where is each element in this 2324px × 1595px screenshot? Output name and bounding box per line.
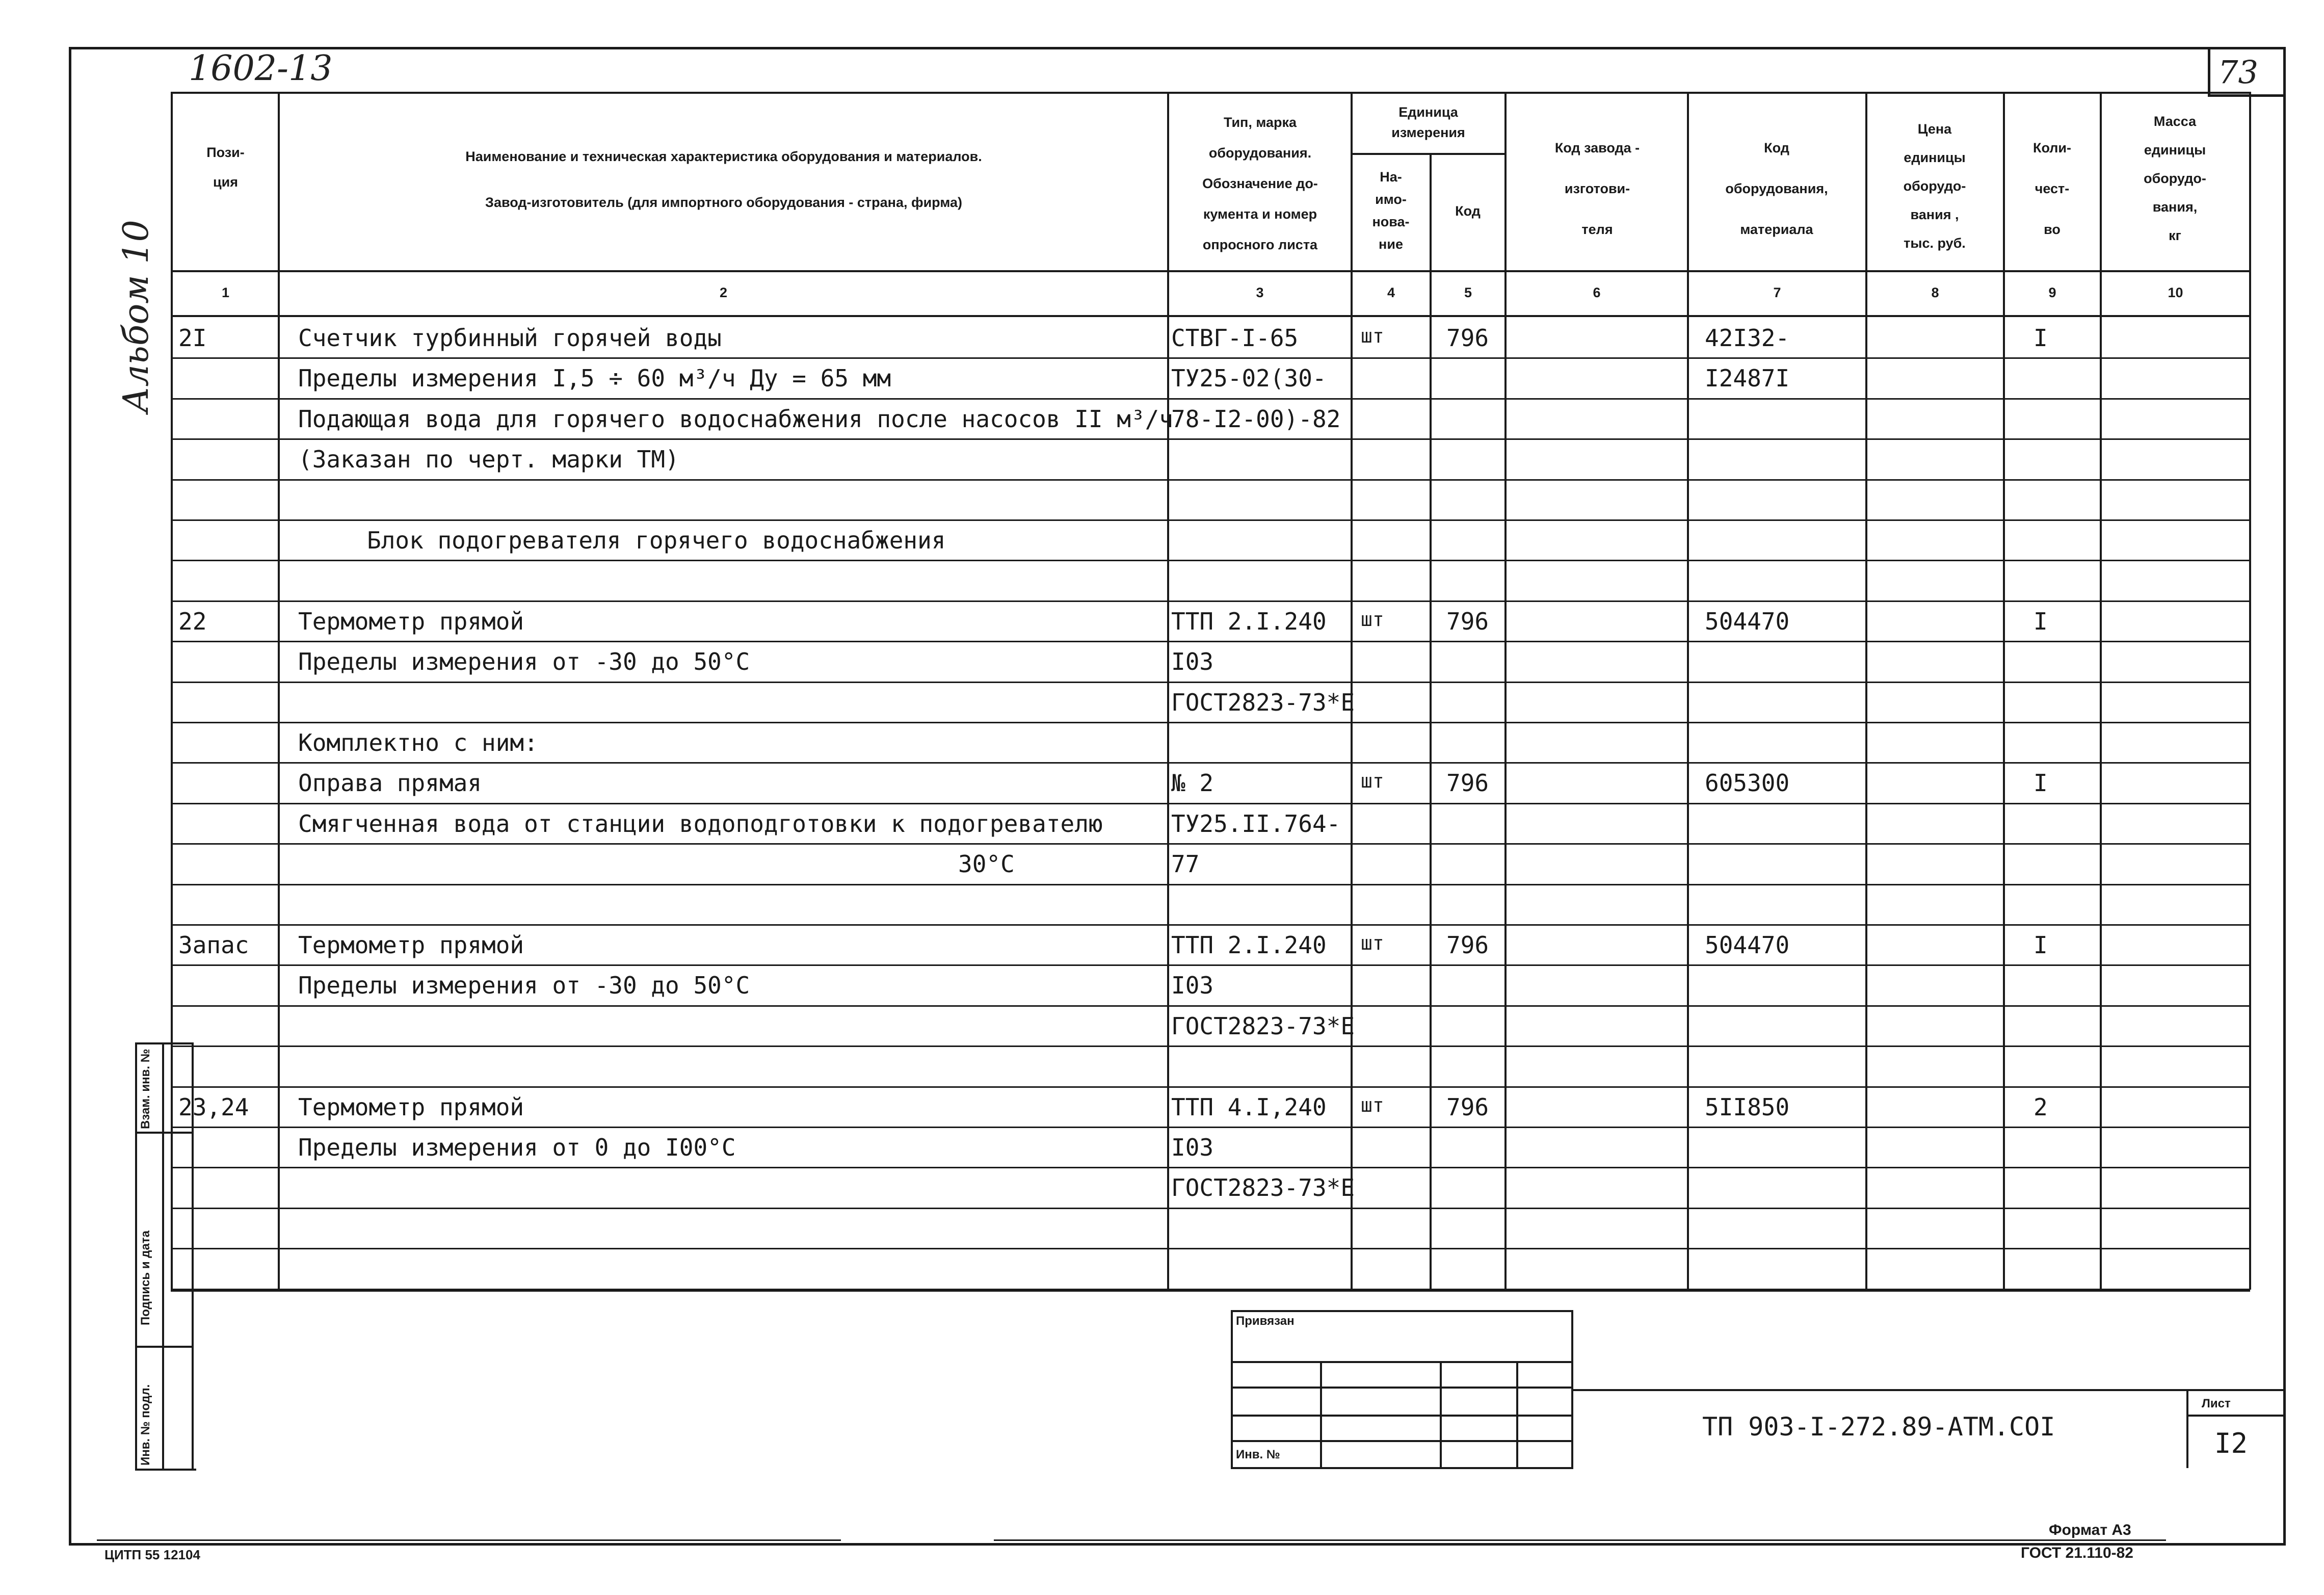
cell-name: (Заказан по черт. марки ТМ)	[298, 446, 679, 473]
priv-line-2	[1231, 1387, 1573, 1389]
sheet-split	[2186, 1415, 2283, 1417]
cell-type: ГОСТ2823-73*Е	[1171, 689, 1355, 716]
row-divider	[171, 560, 2250, 561]
cell-name: Пределы измерения от -30 до 50°С	[298, 648, 750, 675]
cell-unit: шт	[1361, 325, 1384, 347]
header-col8: Цена единицы оборудо- вания , тыс. руб.	[1903, 121, 1966, 251]
cell-name: Счетчик турбинный горячей воды	[298, 324, 722, 352]
document-code: ТП 903-I-272.89-АТМ.СОI	[1702, 1412, 2055, 1442]
cell-type: ГОСТ2823-73*Е	[1171, 1012, 1355, 1040]
inv-no-label: Инв. №	[1236, 1448, 1280, 1461]
cell-type: ТТП 2.I.240	[1171, 608, 1327, 635]
cell-pos: 23,24	[178, 1093, 249, 1121]
cell-equip: 5II850	[1705, 1093, 1790, 1121]
col-line-7	[1865, 92, 1867, 1290]
album-label: Альбом 10	[116, 220, 156, 413]
row-divider	[171, 398, 2250, 400]
row-divider	[171, 600, 2250, 602]
sheet-col	[2186, 1389, 2188, 1468]
row-divider	[171, 843, 2250, 845]
row-divider	[171, 722, 2250, 723]
cell-name: Подающая вода для горячего водоснабжения после насосов II м³/ч	[298, 405, 1174, 433]
row-divider	[171, 1167, 2250, 1168]
cell-qty: I	[2034, 608, 2048, 635]
page-number-top: 73	[2218, 54, 2258, 91]
cell-name: Оправа прямая	[298, 769, 482, 797]
side-stamp-inv: Инв. № подл.	[139, 1384, 152, 1466]
cell-name: Термометр прямой	[298, 931, 524, 959]
cell-type: I03	[1171, 972, 1214, 999]
header-col9: Коли- чест- во	[2032, 140, 2072, 237]
cell-name: Термометр прямой	[298, 1093, 524, 1121]
priv-col-1	[1320, 1361, 1322, 1469]
cell-equip: I2487I	[1705, 364, 1790, 392]
priv-col-2	[1440, 1361, 1442, 1469]
col-line-6	[1687, 92, 1689, 1290]
corner-note: 1602-13	[189, 48, 333, 89]
colnum-2: 2	[719, 285, 728, 300]
format-label: Формат А3	[2049, 1522, 2131, 1538]
cell-type: СТВГ-I-65	[1171, 324, 1299, 352]
cell-name: Блок подогревателя горячего водоснабжения	[367, 527, 946, 554]
cell-type: ТТП 4.I,240	[1171, 1093, 1327, 1121]
row-divider	[171, 438, 2250, 440]
header-col3: Тип, марка оборудования. Обозначение до- кумента и номер опросного листа	[1202, 115, 1318, 252]
cell-pos: 2I	[178, 324, 207, 352]
sheet-number: I2	[2214, 1427, 2248, 1459]
header-col6: Код завода - изготови- теля	[1554, 140, 1640, 237]
side-stamp-sep-2	[135, 1346, 194, 1348]
cell-type: № 2	[1171, 769, 1214, 797]
colnum-6: 6	[1593, 285, 1601, 300]
colnum-1: 1	[221, 285, 230, 300]
cell-unit: шт	[1361, 770, 1384, 792]
cell-name: Пределы измерения от 0 до I00°С	[298, 1134, 736, 1161]
cell-type: I03	[1171, 648, 1214, 675]
colnum-5: 5	[1464, 285, 1472, 300]
cell-code: 796	[1446, 931, 1489, 959]
header-bottom	[171, 315, 2250, 317]
priv-col-3	[1516, 1361, 1518, 1469]
row-divider	[171, 803, 2250, 804]
cell-pos: Запас	[178, 931, 249, 959]
side-stamp-sign-date: Подпись и дата	[139, 1231, 152, 1325]
cell-pos: 22	[178, 608, 207, 635]
table-top-line	[171, 92, 2250, 94]
cell-type: 78-I2-00)-82	[1171, 405, 1341, 433]
units-split	[1351, 153, 1504, 155]
cell-name: Пределы измерения от -30 до 50°С	[298, 972, 750, 999]
header-col10: Масса единицы оборудо- вания, кг	[2144, 114, 2206, 243]
colnum-3: 3	[1256, 285, 1264, 300]
cell-name: Пределы измерения I,5 ÷ 60 м³/ч Ду = 65 мм	[298, 364, 891, 392]
privyazan-block	[1231, 1310, 1573, 1469]
cell-unit: шт	[1361, 1094, 1384, 1116]
row-divider	[171, 1289, 2250, 1290]
col-line-9	[2100, 92, 2102, 1290]
colnum-7: 7	[1773, 285, 1781, 300]
row-divider	[171, 1127, 2250, 1128]
table-right	[2249, 92, 2251, 1290]
side-stamp-replace: Взам. инв. №	[139, 1049, 152, 1129]
colnum-8: 8	[1931, 285, 1939, 300]
row-divider	[171, 641, 2250, 642]
cell-qty: I	[2034, 324, 2048, 352]
cell-type: ТУ25-02(30-	[1171, 364, 1327, 392]
cell-qty: I	[2034, 769, 2048, 797]
row-divider	[171, 519, 2250, 521]
cell-code: 796	[1446, 1093, 1489, 1121]
cell-equip: 504470	[1705, 931, 1790, 959]
title-block-top	[1573, 1389, 2283, 1391]
row-divider	[171, 1086, 2250, 1088]
row-divider	[171, 357, 2250, 359]
row-divider	[171, 964, 2250, 966]
header-col7: Код оборудования, материала	[1725, 140, 1828, 237]
cell-qty: I	[2034, 931, 2048, 959]
privyazan-label: Привязан	[1236, 1314, 1295, 1328]
header-numbers-top	[171, 270, 2250, 272]
col-line-4	[1430, 153, 1432, 1290]
row-divider	[171, 479, 2250, 481]
header-units: Единица измерения	[1391, 104, 1465, 140]
cell-type: ТУ25.II.764-	[1171, 810, 1341, 838]
cell-equip: 605300	[1705, 769, 1790, 797]
cell-name: 30°С	[958, 850, 1015, 878]
cell-equip: 42I32-	[1705, 324, 1790, 352]
cell-code: 796	[1446, 608, 1489, 635]
cell-type: I03	[1171, 1134, 1214, 1161]
colnum-4: 4	[1387, 285, 1395, 300]
cell-type: 77	[1171, 850, 1200, 878]
footer-line-right	[994, 1539, 2166, 1541]
left-code: ЦИТП 55 12104	[104, 1547, 200, 1562]
cell-name: Комплектно с ним:	[298, 729, 538, 756]
cell-code: 796	[1446, 324, 1489, 352]
col-line-2	[1167, 92, 1169, 1290]
cell-code: 796	[1446, 769, 1489, 797]
cell-name: Смягченная вода от станции водоподготовки к подогревателю	[298, 810, 1103, 838]
colnum-10: 10	[2168, 285, 2183, 300]
side-stamp-sep-1	[135, 1132, 194, 1134]
row-divider	[171, 884, 2250, 885]
header-col4: На- имо- нова- ние	[1372, 169, 1410, 252]
row-divider	[171, 682, 2250, 683]
priv-line-4	[1231, 1440, 1573, 1442]
footer-line-left	[97, 1539, 841, 1541]
cell-unit: шт	[1361, 608, 1384, 631]
row-divider	[171, 1045, 2250, 1047]
cell-equip: 504470	[1705, 608, 1790, 635]
col-line-5	[1504, 92, 1507, 1290]
sheet-label: Лист	[2202, 1397, 2231, 1410]
row-divider	[171, 1208, 2250, 1209]
header-col1: Пози- ция	[206, 145, 245, 190]
colnum-9: 9	[2048, 285, 2056, 300]
header-col2: Наименование и техническая характеристика оборудования и материалов. Завод-изготовитель (для импортного оборудования - страна, фирма)	[465, 149, 982, 210]
row-divider	[171, 762, 2250, 764]
header-col5: Код	[1455, 203, 1481, 219]
row-divider	[171, 1005, 2250, 1007]
priv-line-3	[1231, 1415, 1573, 1417]
row-divider	[171, 1248, 2250, 1249]
priv-line-1	[1231, 1361, 1573, 1363]
col-line-8	[2003, 92, 2005, 1290]
cell-type: ТТП 2.I.240	[1171, 931, 1327, 959]
side-bottom-line	[135, 1469, 196, 1471]
gost-label: ГОСТ 21.110-82	[2021, 1545, 2133, 1561]
cell-qty: 2	[2034, 1093, 2048, 1121]
cell-unit: шт	[1361, 932, 1384, 954]
cell-type: ГОСТ2823-73*Е	[1171, 1174, 1355, 1201]
col-line-1	[278, 92, 280, 1290]
side-stamp-divider	[162, 1042, 164, 1471]
row-divider	[171, 924, 2250, 926]
cell-name: Термометр прямой	[298, 608, 524, 635]
